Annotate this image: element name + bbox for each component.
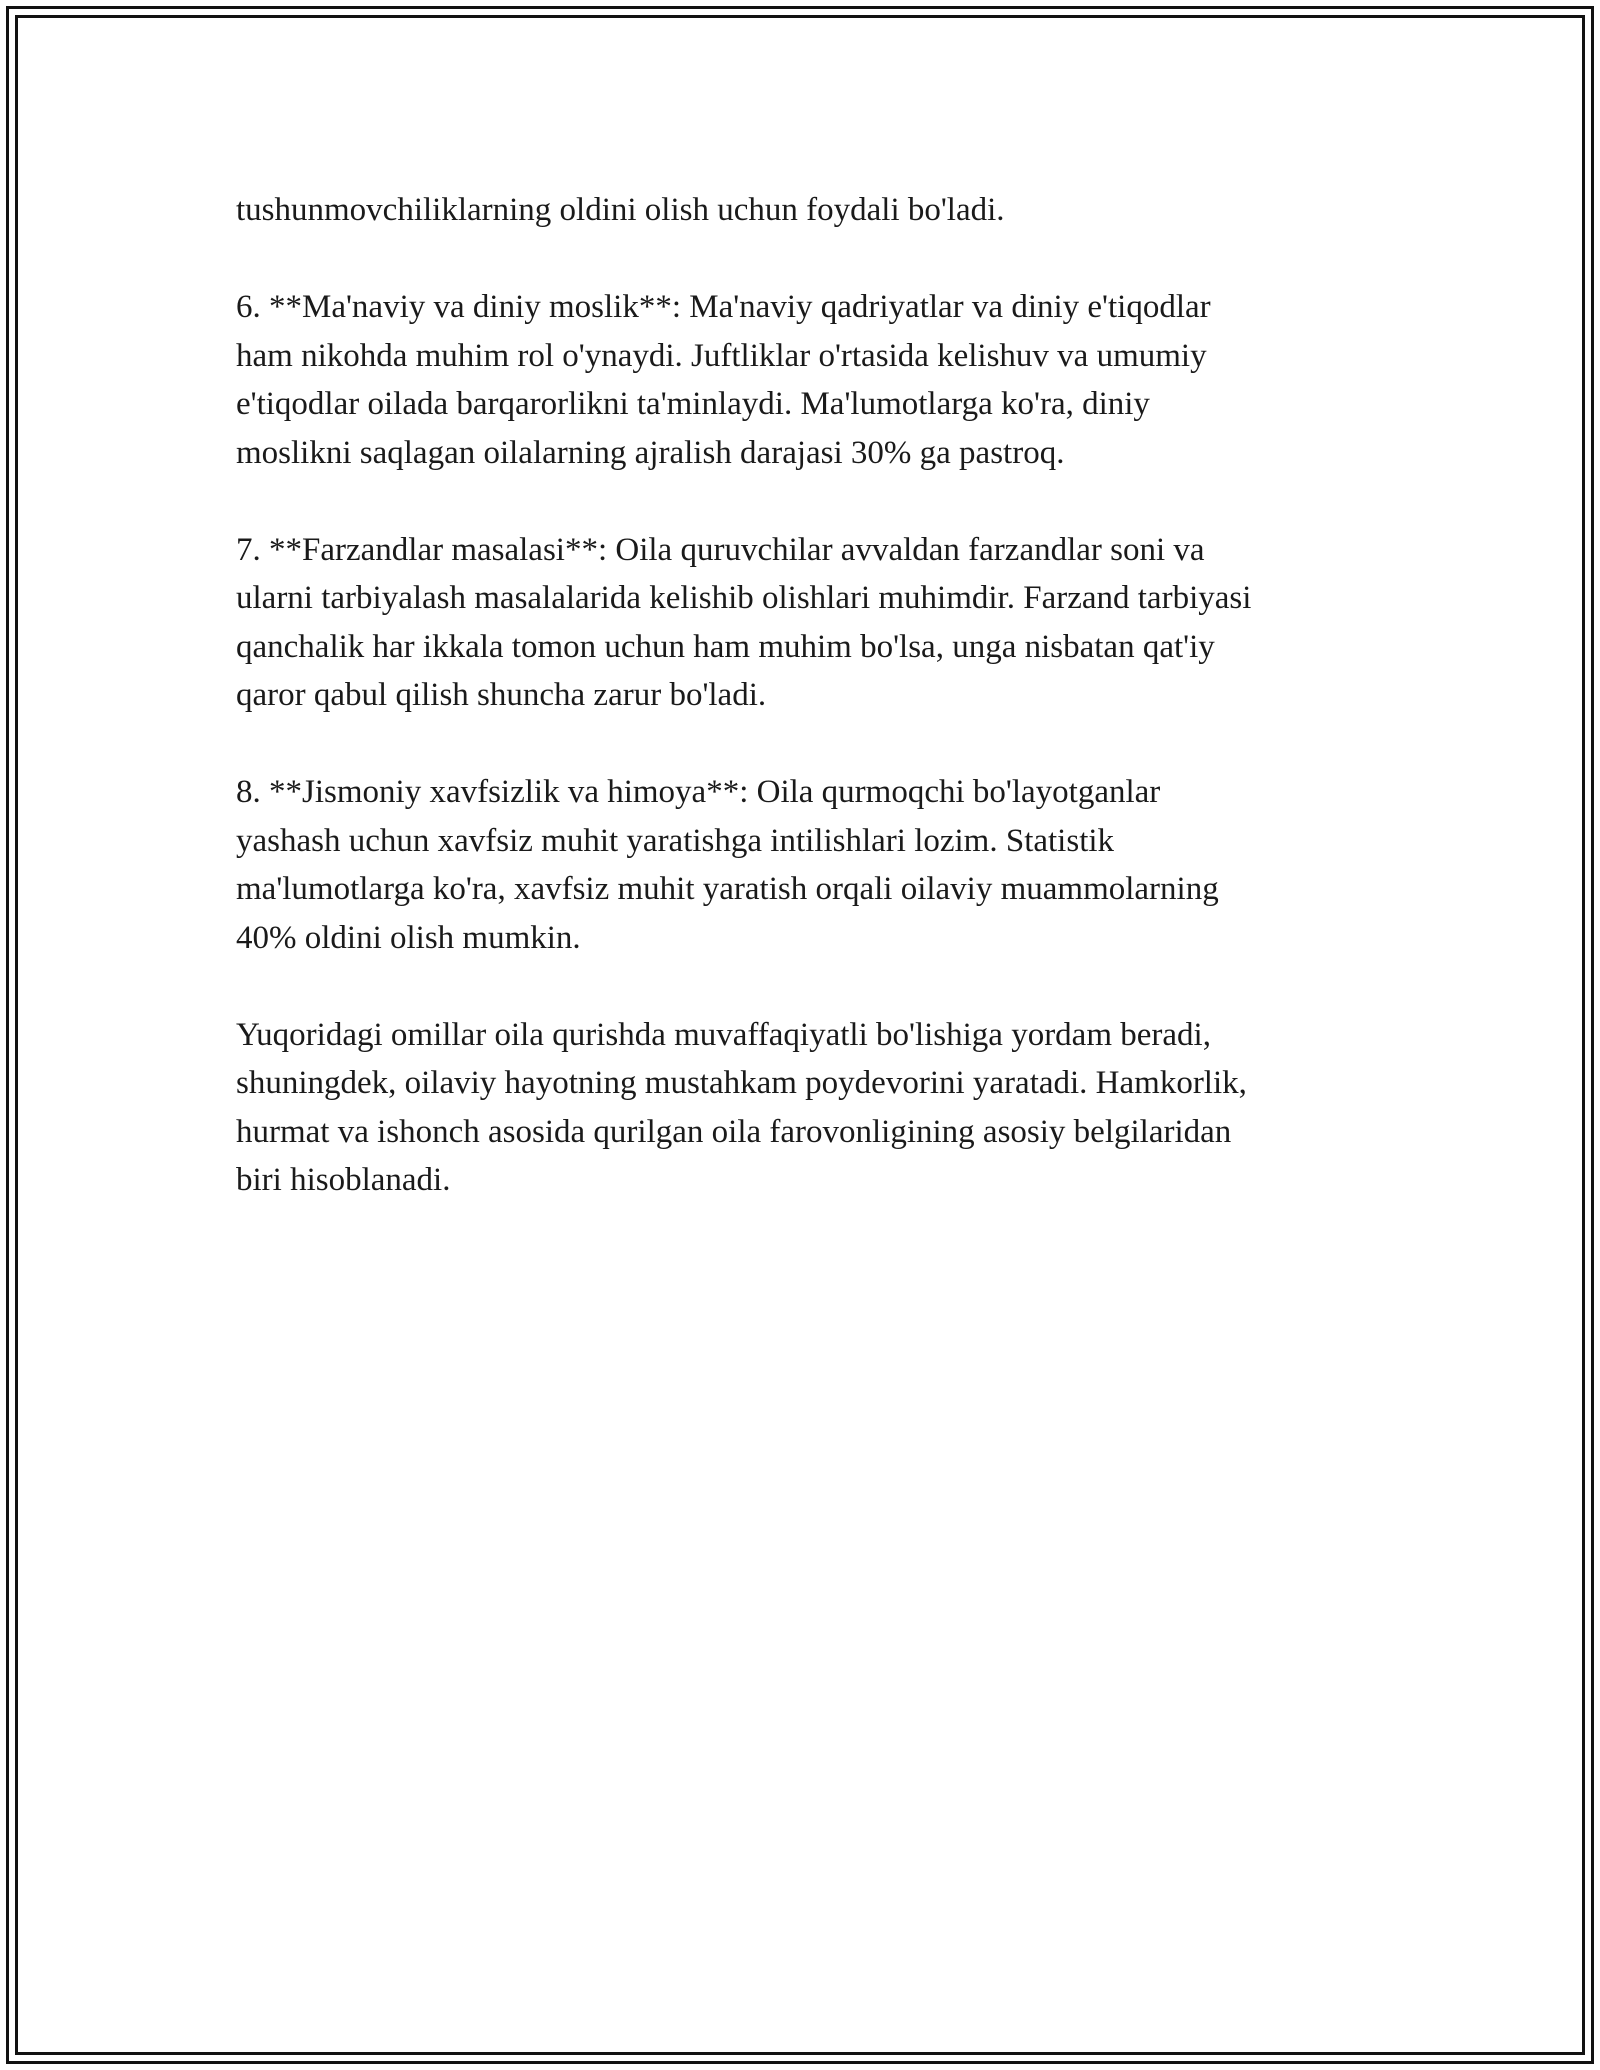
document-body bbox=[236, 186, 1386, 1205]
paragraph-item-8: 8. **Jismoniy xavfsizlik va himoya**: Oila qurmoqchi bo'layotganlar yashash uchun xavfsiz muhit yaratishga intilishlari lozim. Statistik ma'lumotlarga ko'ra, xavfsiz muhit yaratish orqali oilaviy muammolarning 40% oldini olish mumkin. bbox=[236, 774, 1219, 956]
paragraph-continuation: tushunmovchiliklarning oldini olish uchun foydali bo'ladi. bbox=[236, 192, 1005, 228]
paragraph-item-7: 7. **Farzandlar masalasi**: Oila quruvchilar avvaldan farzandlar soni va ularni tarbiyalash masalalarida kelishib olishlari muhimdir. Farzand tarbiyasi qanchalik har ikkala tomon uchun ham muhim bo'lsa, unga nisbatan qat'iy qaror qabul qilish shuncha zarur bo'ladi. bbox=[236, 531, 1252, 713]
paragraph-conclusion: Yuqoridagi omillar oila qurishda muvaffaqiyatli bo'lishiga yordam beradi, shuningdek, oilaviy hayotning mustahkam poydevorini yaratadi. Hamkorlik, hurmat va ishonch asosida qurilgan oila farovonligining asosiy belgilaridan biri hisoblanadi. bbox=[236, 1016, 1247, 1198]
paragraph-item-6: 6. **Ma'naviy va diniy moslik**: Ma'naviy qadriyatlar va diniy e'tiqodlar ham nikohda muhim rol o'ynaydi. Juftliklar o'rtasida kelishuv va umumiy e'tiqodlar oilada barqarorlikni ta'minlaydi. Ma'lumotlarga ko'ra, diniy moslikni saqlagan oilalarning ajralish darajasi 30% ga pastroq. bbox=[236, 289, 1211, 471]
